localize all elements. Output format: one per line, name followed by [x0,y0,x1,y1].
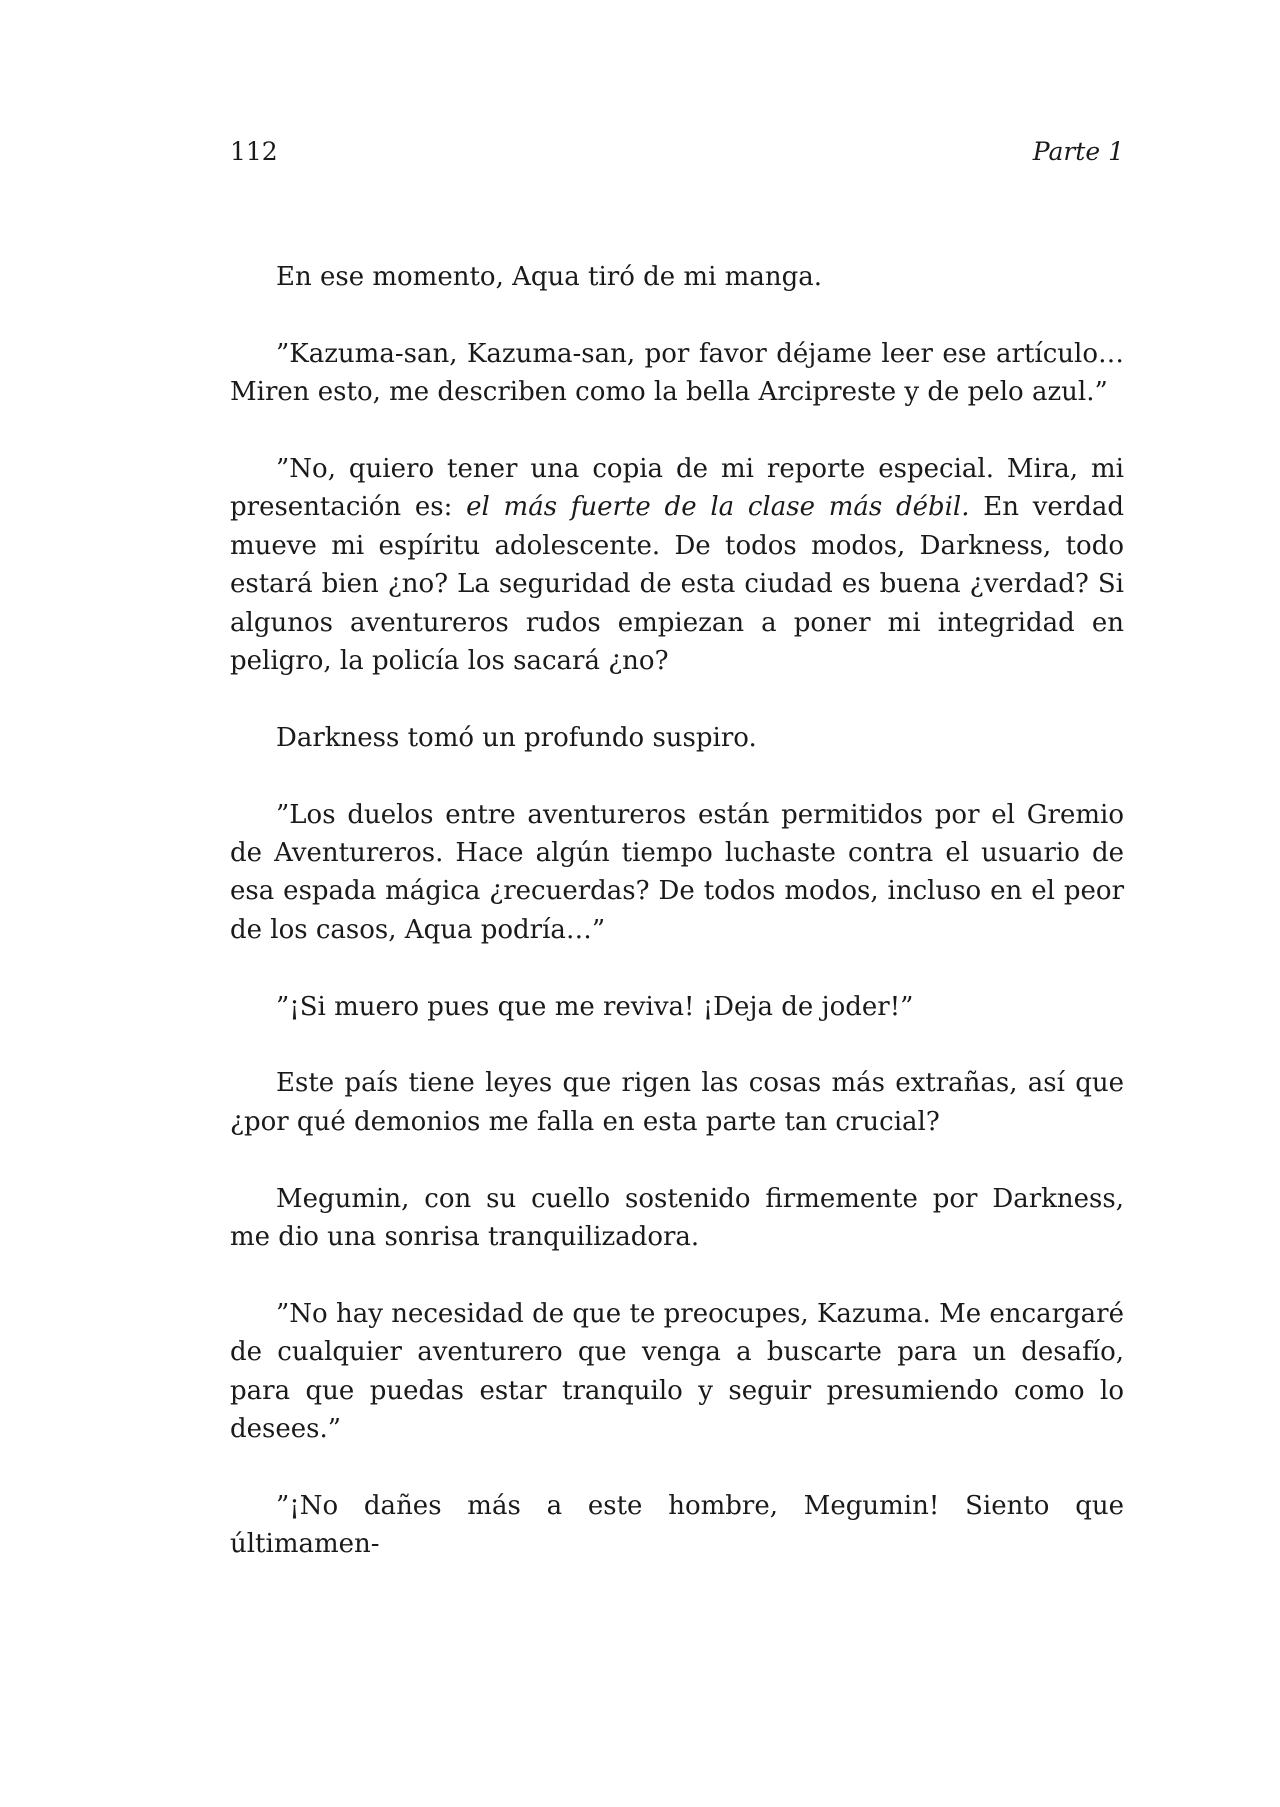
body-text [230,258,1124,1564]
paragraph-text: ”No, quiero tener una copia de mi reporte especial. Mira, mi presentación es: [230,454,1124,523]
paragraph: ”¡No dañes más a este hombre, Megumin! Siento que últimamen- [230,1490,1124,1560]
italic-phrase: el más fuerte de la clase más débil. [466,492,970,523]
paragraph: Megumin, con su cuello sostenido firmemente por Darkness, me dio una sonrisa tranquilizadora. [230,1183,1124,1253]
running-title: Parte 1 [1032,137,1124,166]
paragraph: ”Los duelos entre aventureros están permitidos por el Gremio de Aventureros. Hace algún tiempo luchaste contra el usuario de esa espada mágica ¿recuerdas? De todos modos, incluso en el peor de los casos, Aqua podría…” [230,799,1124,945]
paragraph-text: En verdad mueve mi espíritu adolescente. De todos modos, Darkness, todo estará bien ¿no? La seguridad de esta ciudad es buena ¿verdad? Si algunos aventureros rudos empiezan a poner mi integridad en peligro, la policía los sacará ¿no? [230,492,1125,677]
page-header [230,132,1124,172]
paragraph: En ese momento, Aqua tiró de mi manga. [276,262,822,292]
paragraph: ”¡Si muero pues que me reviva! ¡Deja de joder!” [276,991,914,1022]
paragraph: Darkness tomó un profundo suspiro. [276,722,757,753]
paragraph: ”Kazuma-san, Kazuma-san, por favor déjame leer ese artículo… Miren esto, me describen como la bella Arcipreste y de pelo azul.” [230,338,1124,408]
page-number: 112 [230,137,278,166]
paragraph [230,450,1124,680]
paragraph: Este país tiene leyes que rigen las cosas más extrañas, así que ¿por qué demonios me falla en esta parte tan crucial? [230,1068,1124,1137]
paragraph: ”No hay necesidad de que te preocupes, Kazuma. Me encargaré de cualquier aventurero que venga a buscarte para un desafío, para que puedas estar tranquilo y seguir presumiendo como lo desees.” [230,1298,1124,1445]
book-page [230,0,1124,1807]
